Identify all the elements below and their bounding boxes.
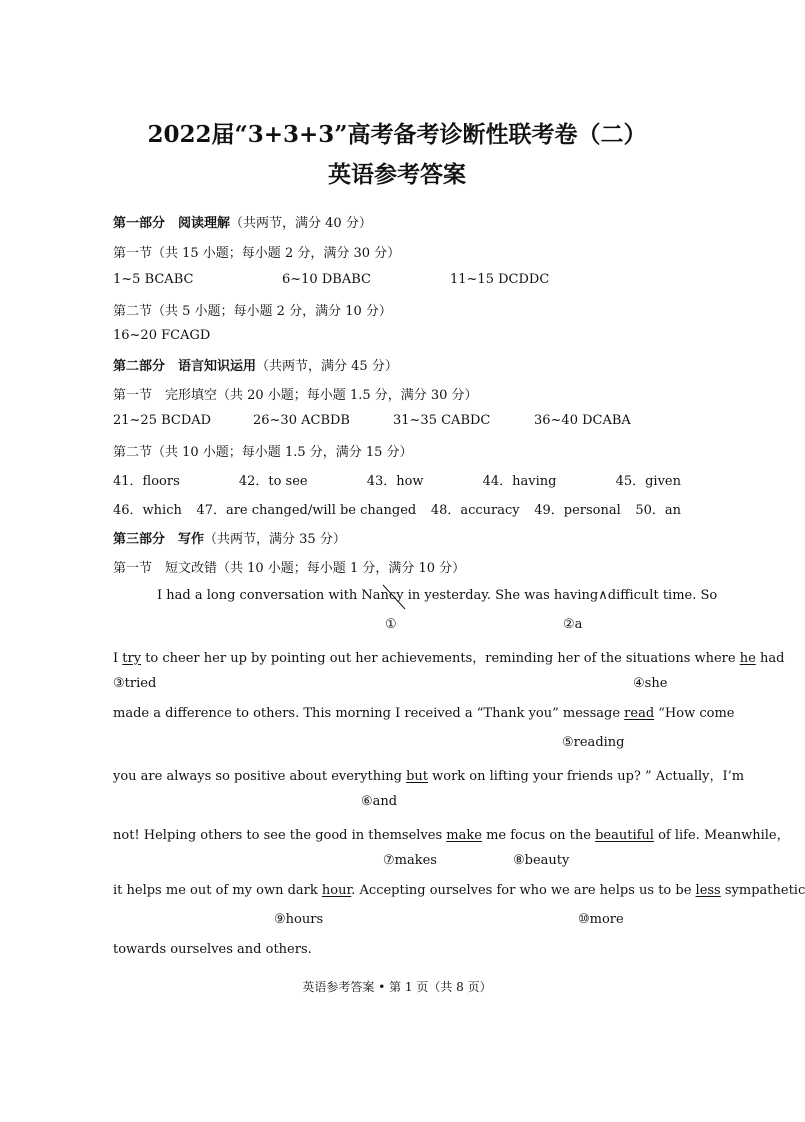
grammar-answer: 46．which <box>113 503 182 518</box>
part1-heading-name: 第一部分 阅读理解 <box>113 216 231 231</box>
correction-10: ⑩more <box>578 912 624 927</box>
passage-line-4 <box>113 765 745 784</box>
grammar-answer: 44．having <box>482 474 557 489</box>
part1-section1: 第一节（共 15 小题；每小题 2 分，满分 30 分） <box>113 246 401 261</box>
passage-text-segment: made a difference to others. This morning I received a “Thank you” message <box>113 706 625 721</box>
error-word: less <box>695 883 721 898</box>
page-footer: 英语参考答案 • 第 1 页（共 8 页） <box>302 980 492 994</box>
correction-7: ⑦makes <box>383 853 437 868</box>
passage-text-segment: of life. Meanwhile， <box>653 828 790 843</box>
part2-heading <box>113 355 398 374</box>
error-word: read <box>624 706 655 721</box>
part2-section1: 第一节 完形填空（共 20 小题；每小题 1.5 分，满分 30 分） <box>113 388 478 403</box>
answer-group: 26~30 ACBDB <box>253 413 350 428</box>
part2-heading-detail: （共两节，满分 45 分） <box>256 359 398 374</box>
part3-heading-detail: （共两节，满分 35 分） <box>204 532 346 547</box>
answer-key-title: 英语参考答案 <box>328 161 466 188</box>
error-word: beautiful <box>595 828 654 843</box>
part2-section2: 第二节（共 10 小题；每小题 1.5 分，满分 15 分） <box>113 445 413 460</box>
grammar-answer: 43．how <box>366 474 424 489</box>
passage-text <box>113 883 805 898</box>
correction-3: ③tried <box>113 676 157 691</box>
deletion-slash <box>381 583 411 613</box>
answer-group: 16~20 FCAGD <box>113 328 211 343</box>
answer-group: 1~5 BCABC <box>113 272 194 287</box>
passage-text-segment: to cheer her up by pointing out her achievements，reminding her of the situations where <box>141 651 740 666</box>
passage-line-6 <box>113 883 805 898</box>
grammar-answer: 41．floors <box>113 474 180 489</box>
grammar-answer: 47．are changed/will be changed <box>196 503 417 518</box>
passage-text <box>157 588 717 603</box>
part3-heading <box>113 528 346 547</box>
answer-group: 31~35 CABDC <box>393 413 491 428</box>
grammar-answers-row-2 <box>113 499 681 518</box>
passage-text-segment: . Accepting ourselves for who we are helps us to be <box>351 883 696 898</box>
answer-group: 21~25 BCDAD <box>113 413 212 428</box>
error-word: hour <box>321 883 352 898</box>
part3-heading-name: 第三部分 写作 <box>113 532 205 547</box>
correction-2: ②a <box>563 617 583 632</box>
passage-text-segment: work on lifting your friends up? ” Actually，I’m <box>427 769 745 784</box>
passage-text-segment: you are always so positive about everything <box>113 769 407 784</box>
correction-6: ⑥and <box>361 794 398 809</box>
passage-text-segment: sympathetic <box>720 883 805 898</box>
passage-text-segment: yesterday. She was having <box>420 588 599 603</box>
grammar-answers-row-1 <box>113 470 681 489</box>
error-word: but <box>406 769 428 784</box>
passage-line-3 <box>113 706 735 721</box>
passage-text-segment: had <box>755 651 785 666</box>
passage-line-7: towards ourselves and others. <box>113 942 312 957</box>
correction-1: ① <box>385 617 397 632</box>
part3-section1: 第一节 短文改错（共 10 小题；每小题 1 分，满分 10 分） <box>113 561 466 576</box>
deletion-slash-line <box>383 585 405 609</box>
passage-text-segment: I <box>113 651 123 666</box>
grammar-answer: 49．personal <box>534 503 621 518</box>
part1-heading-detail: （共两节，满分 40 分） <box>230 216 372 231</box>
correction-8: ⑧beauty <box>513 853 570 868</box>
passage-line-1 <box>157 588 718 603</box>
answer-group: 11~15 DCDDC <box>450 272 550 287</box>
error-word: make <box>446 828 482 843</box>
grammar-answer: 42．to see <box>238 474 308 489</box>
correction-5: ⑤reading <box>562 735 625 750</box>
passage-text-segment: difficult time. So <box>607 588 718 603</box>
part2-heading-name: 第二部分 语言知识运用 <box>113 359 257 374</box>
passage-line-5 <box>113 824 790 843</box>
grammar-answer: 48．accuracy <box>430 503 520 518</box>
part1-section2: 第二节（共 5 小题；每小题 2 分，满分 10 分） <box>113 304 392 319</box>
exam-title: 2022届“3+3+3”高考备考诊断性联考卷（二） <box>147 121 647 148</box>
correction-4: ④she <box>633 676 668 691</box>
passage-text-segment: I had a long conversation with Nancy <box>157 588 408 603</box>
passage-text <box>113 647 784 666</box>
passage-text-segment: “How come <box>654 706 735 721</box>
grammar-answer: 45．given <box>615 474 681 489</box>
passage-text-segment: me focus on the <box>481 828 596 843</box>
correction-9: ⑨hours <box>274 912 324 927</box>
passage-text <box>113 765 744 784</box>
error-word: he <box>739 651 756 666</box>
grammar-answer: 50．an <box>635 503 681 518</box>
deleted-word: in <box>407 588 421 603</box>
insertion-mark: ∧ <box>598 588 608 603</box>
part1-heading <box>113 212 372 231</box>
error-word: try <box>122 651 142 666</box>
answer-group: 36~40 DCABA <box>534 413 631 428</box>
passage-text-segment: it helps me out of my own dark <box>113 883 322 898</box>
answer-group: 6~10 DBABC <box>282 272 371 287</box>
passage-text-segment: not! Helping others to see the good in themselves <box>113 828 447 843</box>
passage-text <box>113 706 735 721</box>
passage-line-2 <box>113 647 785 666</box>
passage-text <box>113 824 790 843</box>
